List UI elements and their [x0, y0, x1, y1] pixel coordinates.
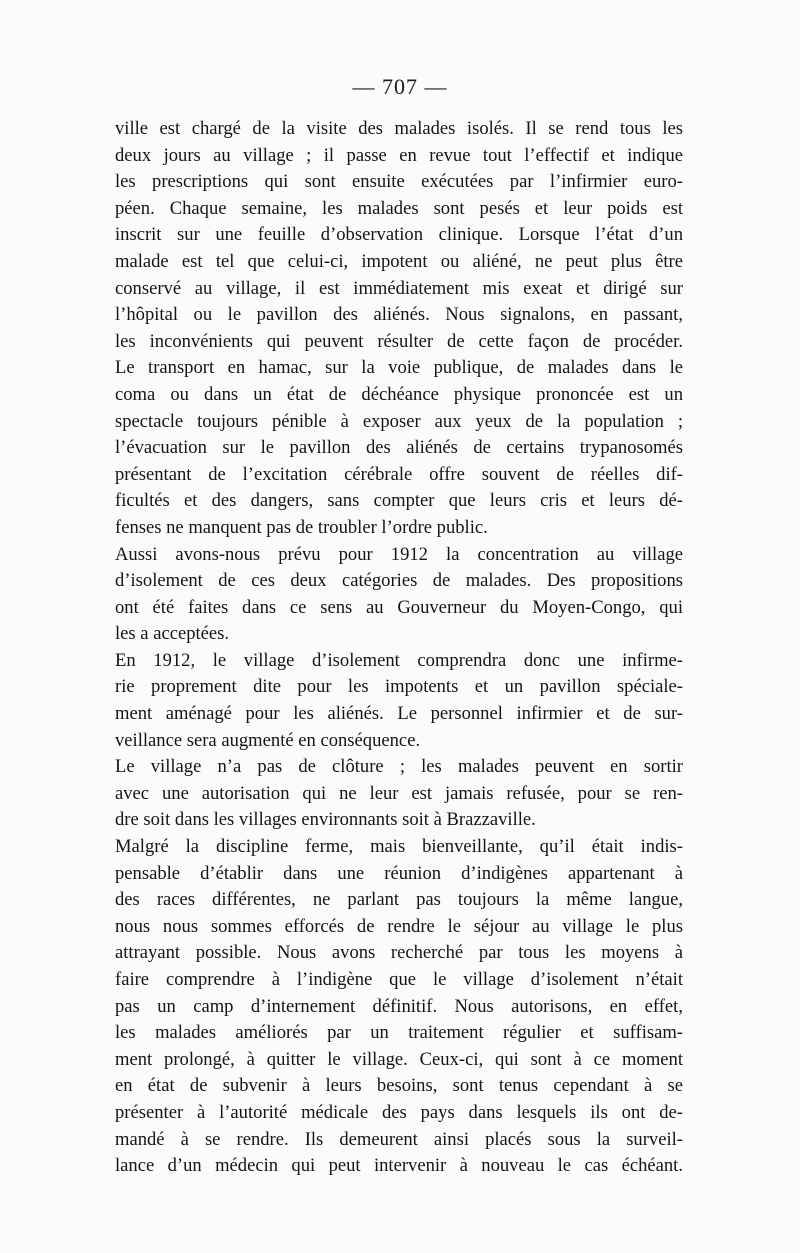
text-line: coma ou dans un état de déchéance physique prononcée est un [115, 383, 683, 405]
text-line: dre soit dans les villages environnants soit à Brazzaville. [115, 809, 536, 831]
text-line: faire comprendre à l’indigène que le village d’isolement n’était [115, 969, 683, 990]
text-line: présenter à l’autorité médicale des pays dans lesquels ils ont de- [115, 1101, 683, 1123]
text-line: ficultés et des dangers, sans compter que leurs cris et leurs dé- [115, 490, 683, 512]
text-line: péen. Chaque semaine, les malades sont pesés et leur poids est [115, 197, 683, 219]
paragraph-2 [115, 542, 683, 648]
paragraph-3 [115, 648, 683, 754]
text-line: rie proprement dite pour les impotents et un pavillon spéciale- [115, 676, 683, 698]
text-line: pas un camp d’internement définitif. Nous autorisons, en effet, [115, 995, 683, 1017]
text-line: Malgré la discipline ferme, mais bienveillante, qu’il était indis- [115, 836, 683, 858]
text-line: pensable d’établir dans une réunion d’indigènes appartenant à [115, 862, 683, 884]
text-line: conservé au village, il est immédiatement mis exeat et dirigé sur [115, 277, 683, 299]
text-line: lance d’un médecin qui peut intervenir à nouveau le cas échéant. [115, 1155, 683, 1177]
text-line: des races différentes, ne parlant pas toujours la même langue, [115, 889, 683, 911]
text-line: l’évacuation sur le pavillon des aliénés de certains trypanosomés [115, 437, 683, 459]
text-line: en état de subvenir à leurs besoins, sont tenus cependant à se [115, 1075, 683, 1097]
body-text [115, 116, 683, 1180]
text-line: les inconvénients qui peuvent résulter de cette façon de procéder. [115, 330, 683, 352]
text-line: ville est chargé de la visite des malades isolés. Il se rend tous les [115, 118, 683, 139]
paragraph-4 [115, 754, 683, 834]
text-line: Le transport en hamac, sur la voie publique, de malades dans le [115, 357, 683, 379]
text-line: En 1912, le village d’isolement comprendra donc une infirme- [115, 649, 683, 671]
text-line: Le village n’a pas de clôture ; les malades peuvent en sortir [115, 756, 683, 778]
text-line: les a acceptées. [115, 623, 230, 645]
text-line: Aussi avons-nous prévu pour 1912 la concentration au village [115, 543, 683, 565]
text-line: d’isolement de ces deux catégories de malades. Des propositions [115, 570, 683, 592]
page-number: — 707 — [352, 74, 448, 99]
text-line: attrayant possible. Nous avons recherché par tous les moyens à [115, 942, 683, 964]
text-line: avec une autorisation qui ne leur est jamais refusée, pour se ren- [115, 782, 683, 804]
text-line: veillance sera augmenté en conséquence. [115, 729, 421, 751]
text-line: fenses ne manquent pas de troubler l’ordre public. [115, 516, 488, 538]
text-line: nous nous sommes efforcés de rendre le séjour au village le plus [115, 915, 683, 937]
text-line: spectacle toujours pénible à exposer aux yeux de la population ; [115, 410, 683, 432]
text-line: ont été faites dans ce sens au Gouverneur du Moyen-Congo, qui [115, 596, 683, 618]
paragraph-5 [115, 834, 683, 1180]
text-line: les prescriptions qui sont ensuite exécutées par l’infirmier euro- [115, 171, 683, 193]
text-line: les malades améliorés par un traitement régulier et suffisam- [115, 1022, 683, 1044]
text-line: malade est tel que celui-ci, impotent ou aliéné, ne peut plus être [115, 250, 683, 272]
text-line: ment prolongé, à quitter le village. Ceux-ci, qui sont à ce moment [115, 1048, 683, 1070]
text-line: ment aménagé pour les aliénés. Le personnel infirmier et de sur- [115, 703, 683, 725]
paragraph-1 [115, 116, 683, 542]
text-line: inscrit sur une feuille d’observation clinique. Lorsque l’état d’un [115, 224, 683, 246]
text-line: deux jours au village ; il passe en revue tout l’effectif et indique [115, 144, 683, 166]
text-line: l’hôpital ou le pavillon des aliénés. Nous signalons, en passant, [115, 304, 683, 326]
text-line: présentant de l’excitation cérébrale offre souvent de réelles dif- [115, 463, 683, 485]
text-line: mandé à se rendre. Ils demeurent ainsi placés sous la surveil- [115, 1128, 683, 1150]
